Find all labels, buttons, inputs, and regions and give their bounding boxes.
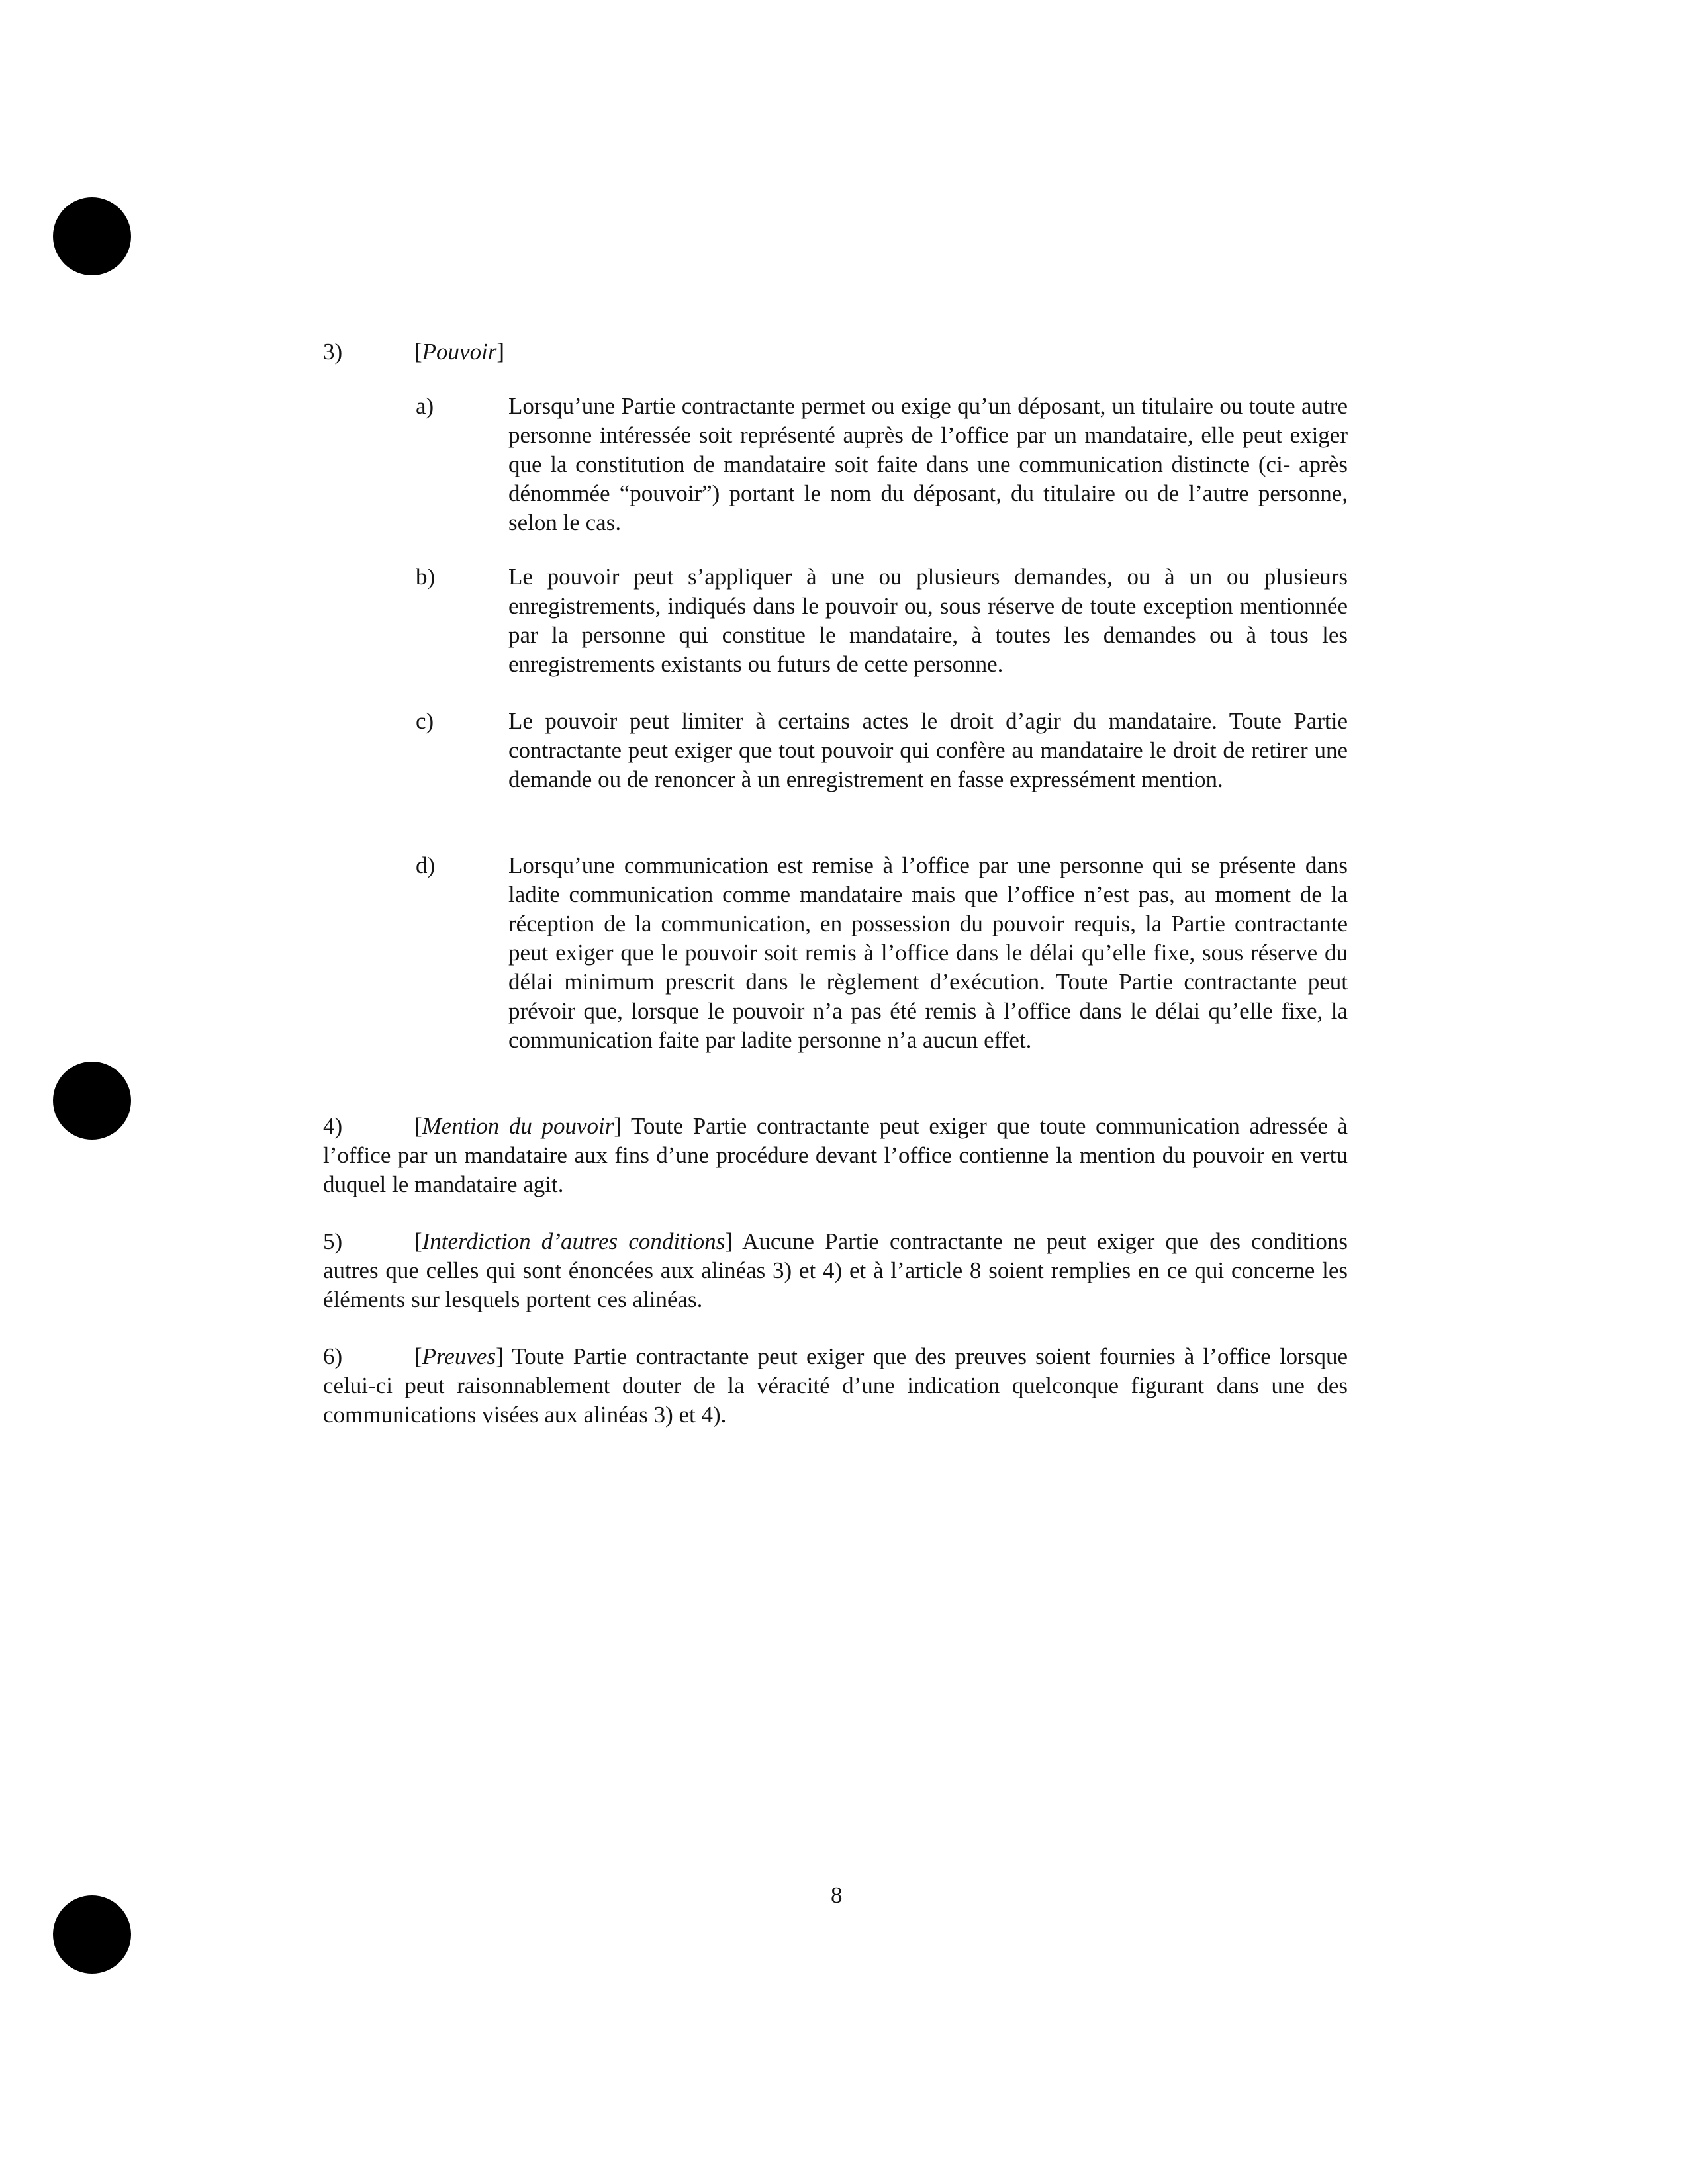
section-5-paragraph: 5) [Interdiction d’autres conditions] Aucune Partie contractante ne peut exiger que des conditions autres que celles qui sont énoncées aux alinéas 3) et 4) et à l’article 8 soient remplies en ce qui concerne les éléments sur lesquels portent ces alinéas. [323,1228,1348,1312]
subsection-c-label: c) [416,708,434,734]
subsection-d-text: Lorsqu’une communication est remise à l’office par une personne qui se présente dans ladite communication comme mandataire mais que l’office n’est pas, au moment de la réception de la communication, en possession du pouvoir requis, la Partie contractante peut exiger que le pouvoir soit remis à l’office dans le délai qu’elle fixe, sous réserve du délai minimum prescrit dans le règlement d’exécution. Toute Partie contractante peut prévoir que, lorsque le pouvoir n’a pas été remis à l’office dans le délai qu’elle fixe, la communication faite par ladite personne n’a aucun effet. [508,852,1348,1053]
punch-hole-middle [53,1062,131,1140]
subsection-b-label: b) [416,564,436,590]
section-3-number: 3) [323,339,343,365]
punch-hole-top [53,197,131,275]
section-3-title: Pouvoir [422,339,497,365]
subsection-a-text: Lorsqu’une Partie contractante permet ou exige qu’un déposant, un titulaire ou toute autre personne intéressée soit représenté auprès de l’office par un mandataire, elle peut exiger que la constitution de mandataire soit faite dans une communication distincte (ci- après dénommée “pouvoir”) portant le nom du déposant, du titulaire ou de l’autre personne, selon le cas. [508,393,1348,535]
section-6-number: 6) [323,1343,343,1369]
subsection-c-text: Le pouvoir peut limiter à certains actes le droit d’agir du mandataire. Toute Partie contractante peut exiger que tout pouvoir qui confère au mandataire le droit de retirer une demande ou de renoncer à un enregistrement en fasse expressément mention. [508,708,1348,792]
section-6-paragraph: 6) [Preuves] Toute Partie contractante peut exiger que des preuves soient fournies à l’office lorsque celui-ci peut raisonnablement douter de la véracité d’une indication quelconque figurant dans une des communications visées aux alinéas 3) et 4). [323,1343,1348,1428]
section-5-number: 5) [323,1228,343,1254]
punch-hole-bottom [53,1895,131,1974]
subsection-a-label: a) [416,393,434,419]
subsection-b-text: Le pouvoir peut s’appliquer à une ou plusieurs demandes, ou à un ou plusieurs enregistrements, indiqués dans le pouvoir ou, sous réserve de toute exception mentionnée par la personne qui constitue le mandataire, à toutes les demandes ou à tous les enregistrements existants ou futurs de cette personne. [508,564,1348,677]
section-5-text: Aucune Partie contractante ne peut exiger que des conditions autres que celles qui sont énoncées aux alinéas 3) et 4) et à l’article 8 soient remplies en ce qui concerne les éléments sur lesquels portent ces alinéas. [323,1228,1348,1312]
section-4-number: 4) [323,1113,343,1139]
section-6-text: Toute Partie contractante peut exiger que des preuves soient fournies à l’office lorsque celui-ci peut raisonnablement douter de la véracité d’une indication quelconque figurant dans une des communications visées aux alinéas 3) et 4). [323,1343,1348,1428]
page-number: 8 [831,1882,843,1908]
subsection-d-label: d) [416,852,436,878]
section-4-paragraph: 4) [Mention du pouvoir] Toute Partie contractante peut exiger que toute communication adressée à l’office par un mandataire aux fins d’une procédure devant l’office contienne la mention du pouvoir en vertu duquel le mandataire agit. [323,1113,1348,1197]
section-6-title: Preuves [422,1343,496,1369]
section-4-text: Toute Partie contractante peut exiger que toute communication adressée à l’office par un mandataire aux fins d’une procédure devant l’office contienne la mention du pouvoir en vertu duquel le mandataire agit. [323,1113,1348,1197]
section-4-title: Mention du pouvoir [422,1113,614,1139]
section-3-heading: [Pouvoir] [414,339,505,365]
section-5-title: Interdiction d’autres conditions [422,1228,726,1254]
